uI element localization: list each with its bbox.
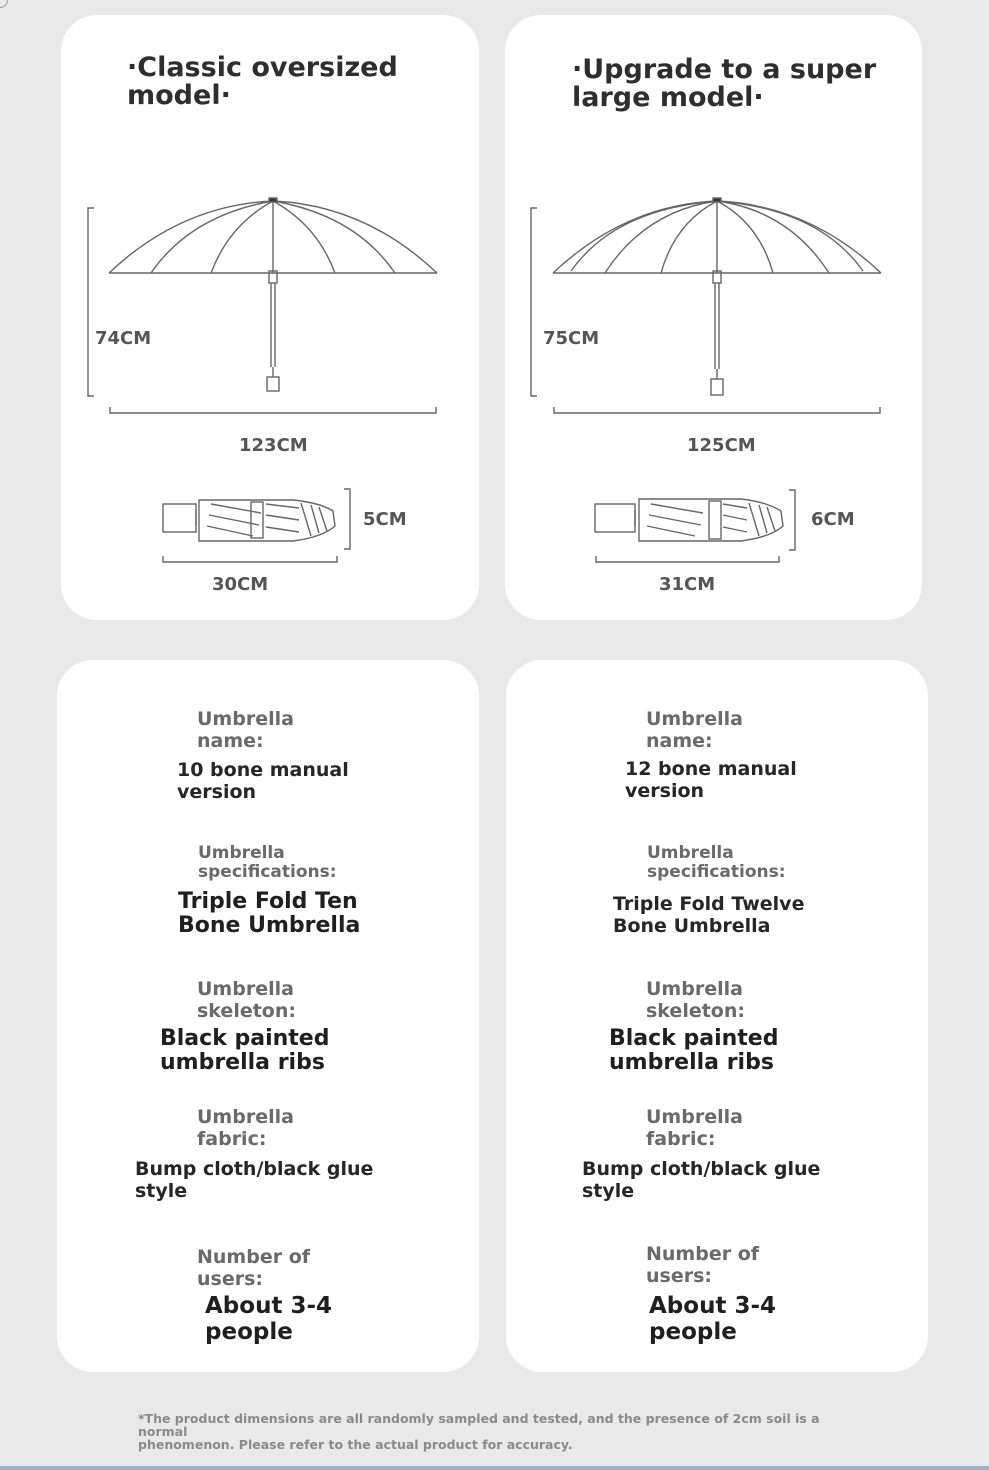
skeleton-value — [609, 1027, 778, 1075]
spec-value-line: About 3-4 — [205, 1293, 332, 1319]
spec-value-line: 12 bone manual — [625, 758, 797, 780]
users-key — [646, 1243, 759, 1287]
folded-length-bracket — [163, 556, 337, 562]
twelve-bone-specs-card — [506, 660, 928, 1372]
specifications-value — [613, 893, 804, 937]
spec-value-line: style — [582, 1180, 635, 1202]
skeleton-key — [197, 978, 296, 1022]
spec-value-line: About 3-4 — [649, 1293, 776, 1319]
spec-value-line: Bump cloth/black glue — [582, 1158, 821, 1180]
footnote-line: *The product dimensions are all randomly sampled and tested, and the presence of 2cm soil is a normal — [138, 1411, 820, 1439]
width-bracket — [554, 407, 880, 413]
spec-key-line: Umbrella — [647, 843, 734, 863]
open-umbrella-icon — [553, 198, 881, 395]
width-label: 123CM — [239, 435, 308, 456]
spec-value-line: 10 bone manual — [177, 759, 349, 781]
specifications-key — [647, 844, 786, 882]
spec-value-line: style — [135, 1180, 188, 1202]
users-key — [197, 1246, 310, 1290]
spec-key-line: Umbrella — [197, 1106, 294, 1128]
name-value — [625, 758, 797, 802]
bottom-divider — [0, 1466, 989, 1470]
fabric-key — [197, 1106, 294, 1150]
fabric-value — [582, 1158, 820, 1202]
model-title-line-2: large model· — [572, 82, 764, 113]
super-large-model-card — [505, 15, 922, 620]
umbrella-dimension-diagram — [505, 15, 922, 620]
spec-key-line: Umbrella — [646, 978, 743, 1000]
spec-value-line: version — [625, 780, 705, 802]
spec-key-line: skeleton: — [646, 1000, 745, 1022]
corner-mark — [0, 0, 8, 8]
spec-value-line: version — [177, 781, 257, 803]
folded-height-bracket — [344, 489, 350, 549]
spec-value-line: people — [649, 1319, 737, 1345]
spec-value-line: people — [205, 1319, 293, 1345]
spec-key-line: skeleton: — [197, 1000, 296, 1022]
model-title-line-1: ·Upgrade to a super — [572, 54, 877, 85]
specifications-value — [178, 890, 360, 938]
spec-key-line: users: — [646, 1265, 712, 1287]
spec-value-line: Bump cloth/black glue — [135, 1158, 374, 1180]
skeleton-value — [160, 1027, 329, 1075]
folded-length-label: 30CM — [212, 574, 269, 595]
folded-height-bracket — [789, 490, 795, 550]
specifications-key — [198, 844, 337, 882]
classic-model-card — [61, 15, 479, 620]
skeleton-key — [646, 978, 745, 1022]
spec-key-line: Umbrella — [646, 708, 743, 730]
width-label: 125CM — [687, 435, 756, 456]
umbrella-dimension-diagram — [61, 15, 479, 620]
fabric-value — [135, 1158, 373, 1202]
width-bracket — [110, 407, 436, 413]
spec-key-line: fabric: — [646, 1128, 716, 1150]
spec-key-line: Umbrella — [646, 1106, 743, 1128]
users-value — [205, 1293, 332, 1345]
disclaimer-footnote — [138, 1412, 858, 1451]
height-label: 75CM — [543, 328, 600, 349]
height-bracket — [88, 208, 94, 396]
folded-height-label: 6CM — [811, 509, 855, 530]
spec-key-line: Umbrella — [197, 708, 294, 730]
spec-key-line: fabric: — [197, 1128, 267, 1150]
model-title-line-1: ·Classic oversized — [127, 52, 398, 83]
spec-key-line: Number of — [197, 1246, 311, 1268]
name-key — [646, 708, 743, 752]
spec-key-line: users: — [197, 1268, 263, 1290]
height-bracket — [531, 208, 537, 396]
spec-value-line: Black painted — [609, 1026, 779, 1051]
folded-height-label: 5CM — [363, 509, 407, 530]
name-key — [197, 708, 294, 752]
open-umbrella-icon — [109, 198, 437, 391]
spec-value-line: Bone Umbrella — [178, 913, 361, 938]
folded-length-bracket — [596, 556, 779, 562]
spec-key-line: Umbrella — [198, 843, 285, 863]
spec-value-line: umbrella ribs — [609, 1050, 774, 1075]
footnote-line: phenomenon. Please refer to the actual product for accuracy. — [138, 1437, 573, 1452]
spec-value-line: Bone Umbrella — [613, 915, 771, 937]
model-title-line-2: model· — [127, 80, 231, 111]
spec-key-line: Number of — [646, 1243, 760, 1265]
folded-umbrella-icon — [595, 499, 783, 541]
spec-value-line: Triple Fold Twelve — [613, 893, 805, 915]
users-value — [649, 1293, 776, 1345]
spec-key-line: Umbrella — [197, 978, 294, 1000]
fabric-key — [646, 1106, 743, 1150]
spec-value-line: Black painted — [160, 1026, 330, 1051]
spec-value-line: umbrella ribs — [160, 1050, 325, 1075]
spec-key-line: name: — [197, 730, 264, 752]
spec-value-line: Triple Fold Ten — [178, 889, 358, 914]
spec-key-line: specifications: — [647, 862, 786, 882]
folded-length-label: 31CM — [659, 574, 716, 595]
name-value — [177, 759, 349, 803]
spec-key-line: name: — [646, 730, 713, 752]
height-label: 74CM — [95, 328, 152, 349]
ten-bone-specs-card — [57, 660, 479, 1372]
folded-umbrella-icon — [163, 500, 335, 541]
spec-key-line: specifications: — [198, 862, 337, 882]
